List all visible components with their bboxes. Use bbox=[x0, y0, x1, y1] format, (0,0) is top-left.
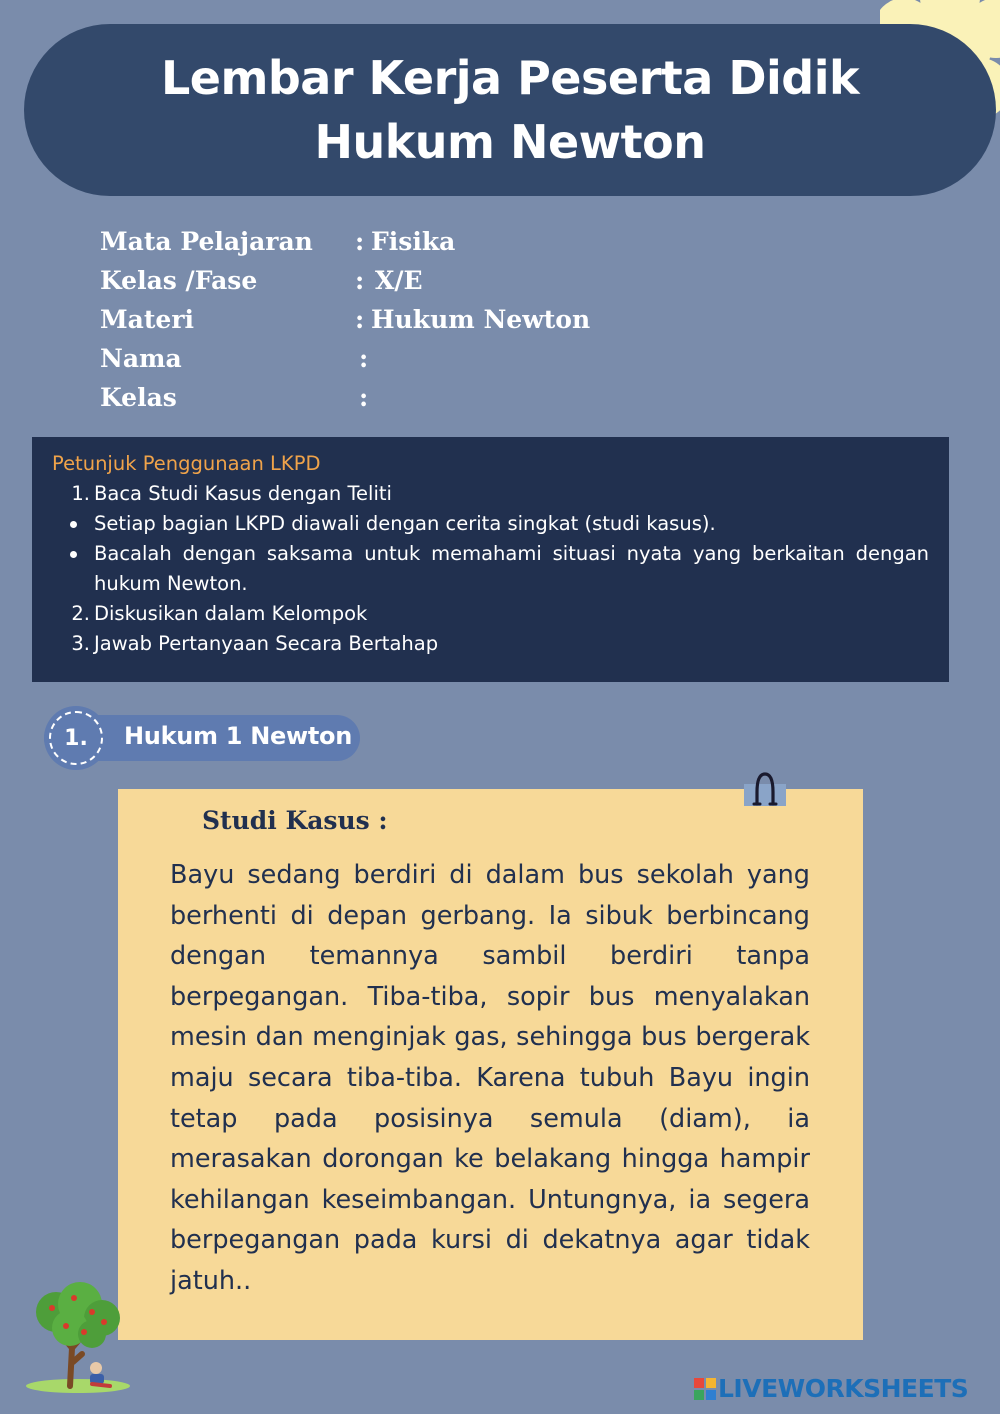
section-title: Hukum 1 Newton bbox=[124, 722, 353, 750]
info-label: Nama bbox=[100, 344, 182, 373]
tree-illustration-icon bbox=[22, 1282, 134, 1394]
brand-name: LIVEWORKSHEETS bbox=[718, 1374, 969, 1403]
instructions-box bbox=[32, 437, 949, 682]
info-block bbox=[100, 222, 675, 417]
info-separator: : bbox=[355, 305, 365, 334]
paper-clip-icon bbox=[744, 770, 786, 808]
instruction-number: 3. bbox=[71, 632, 90, 655]
info-row-class bbox=[100, 378, 675, 417]
class-field[interactable] bbox=[375, 383, 675, 413]
case-study-text: Bayu sedang berdiri di dalam bus sekolah yang berhenti di depan gerbang. Ia sibuk berbincang dengan temannya sambil berdiri tanpa berpegangan. Tiba-tiba, sopir bus menyalakan mesin dan menginjak gas, sehingga bus bergerak maju secara tiba-tiba. Karena tubuh Bayu ingin tetap pada posisinya semula (diam), ia merasakan dorongan ke belakang hingga hampir kehilangan keseimbangan. Untungnya, ia segera berpegangan pada kursi di dekatnya agar tidak jatuh.. bbox=[170, 860, 810, 1296]
instruction-number: 2. bbox=[71, 602, 90, 625]
info-separator: : bbox=[355, 227, 365, 256]
instruction-number: 1. bbox=[71, 482, 90, 505]
info-separator: : bbox=[359, 383, 369, 412]
info-row-name bbox=[100, 339, 675, 378]
info-label: Materi bbox=[100, 305, 194, 334]
info-value: Fisika bbox=[371, 227, 456, 256]
instruction-bullet bbox=[52, 509, 929, 539]
case-study-title: Studi Kasus : bbox=[202, 806, 388, 835]
bullet-dot-icon bbox=[52, 539, 94, 599]
info-separator: : bbox=[359, 344, 369, 373]
title-banner bbox=[24, 24, 996, 196]
bullet-dot-icon bbox=[52, 509, 94, 539]
section-number: 1. bbox=[49, 711, 103, 765]
liveworksheets-logo-icon bbox=[694, 1378, 716, 1400]
instruction-item bbox=[52, 599, 929, 629]
instruction-bullet bbox=[52, 539, 929, 599]
instruction-text: Bacalah dengan saksama untuk memahami situasi nyata yang berkaitan dengan hukum Newton. bbox=[94, 542, 929, 595]
name-field[interactable] bbox=[375, 344, 675, 374]
section-number-badge bbox=[44, 706, 108, 770]
info-row-material bbox=[100, 300, 675, 339]
instruction-item bbox=[52, 479, 929, 509]
info-label: Kelas /Fase bbox=[100, 266, 258, 295]
info-row-class-phase bbox=[100, 261, 675, 300]
instruction-text: Jawab Pertanyaan Secara Bertahap bbox=[94, 632, 439, 655]
page-title-line1: Lembar Kerja Peserta Didik bbox=[160, 51, 860, 105]
instruction-text: Diskusikan dalam Kelompok bbox=[94, 602, 368, 625]
info-label: Kelas bbox=[100, 383, 177, 412]
instructions-heading: Petunjuk Penggunaan LKPD bbox=[52, 452, 321, 475]
info-value: Hukum Newton bbox=[371, 305, 591, 334]
instruction-text: Setiap bagian LKPD diawali dengan cerita singkat (studi kasus). bbox=[94, 512, 716, 535]
liveworksheets-brand bbox=[694, 1374, 968, 1403]
instruction-item bbox=[52, 629, 929, 659]
info-row-subject bbox=[100, 222, 675, 261]
info-label: Mata Pelajaran bbox=[100, 227, 313, 256]
info-value: X/E bbox=[375, 266, 423, 295]
page-title-line2: Hukum Newton bbox=[314, 115, 706, 169]
instruction-text: Baca Studi Kasus dengan Teliti bbox=[94, 482, 392, 505]
info-separator: : bbox=[355, 266, 365, 295]
